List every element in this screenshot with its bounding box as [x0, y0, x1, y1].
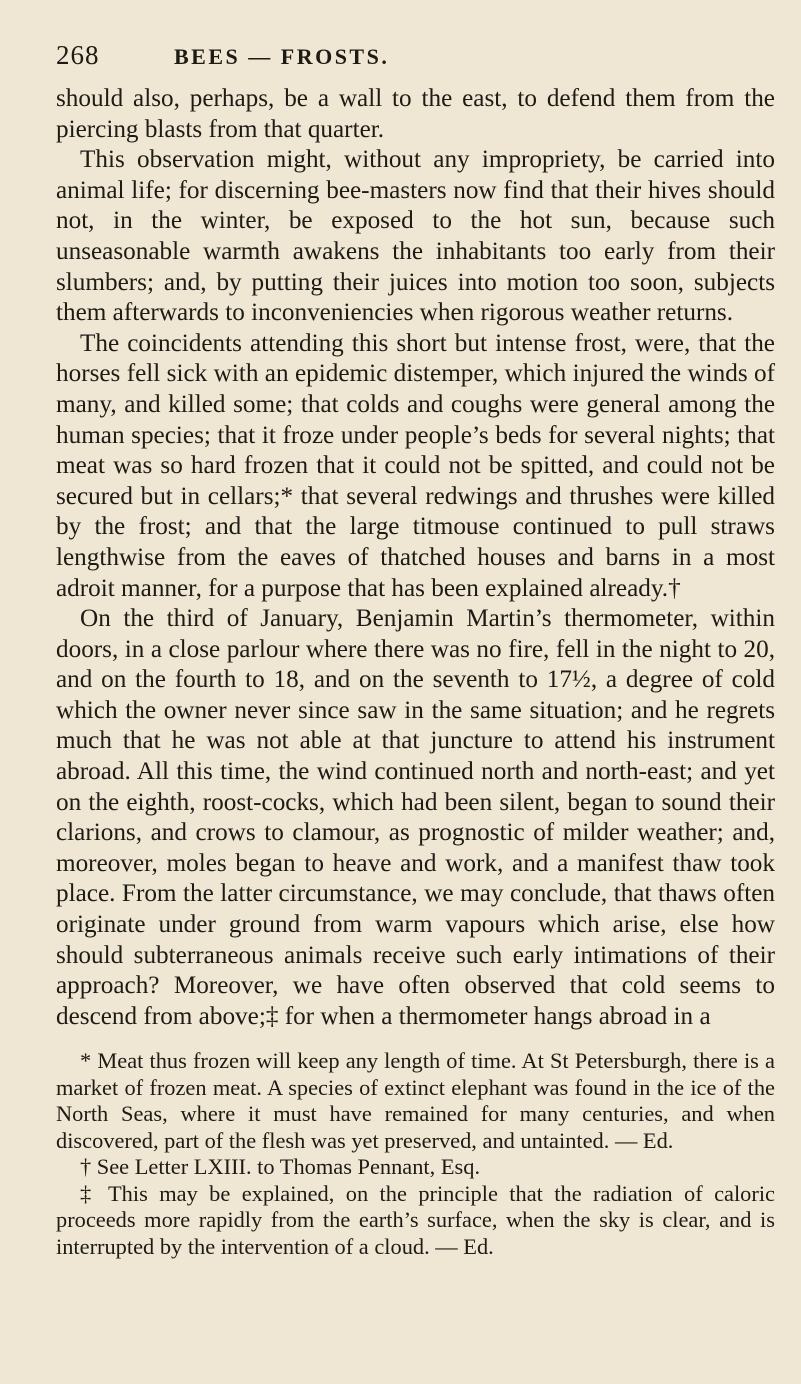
- paragraph-bee-observation: This observation might, without any impropriety, be carried into animal life; for discerning bee-masters now find that their hives should not, in the winter, be exposed to the hot sun, because such unseasonable warmth awakens the inhabitants too early from their slumbers; and, by putting their juices into motion too soon, subjects them afterwards to inconveniencies when rigorous weather returns.: [56, 146, 775, 327]
- page-number: 268: [56, 40, 100, 70]
- page-header: [56, 40, 775, 78]
- running-head: BEES — FROSTS.: [174, 44, 390, 69]
- body-text: [56, 84, 775, 1032]
- paragraph-frost-coincidents: The coincidents attending this short but intense frost, were, that the horses fell sick with an epidemic distemper, which injured the winds of many, and killed some; that colds and coughs were general among the human species; that it froze under people’s beds for several nights; that meat was so hard frozen that it could not be spitted, and could not be secured but in cellars;* that several redwings and thrushes were killed by the frost; and that the large titmouse continued to pull straws lengthwise from the eaves of thatched houses and barns in a most adroit manner, for a purpose that has been explained already.†: [56, 329, 775, 602]
- footnote-caloric: ‡ This may be explained, on the principle that the radiation of caloric proceeds more rapidly from the earth’s surface, when the sky is clear, and is interrupted by the intervention of a cloud. — Ed.: [56, 1180, 775, 1259]
- paragraph-thermometer: On the third of January, Benjamin Martin’s thermometer, within doors, in a close parlour where there was no fire, fell in the night to 20, and on the fourth to 18, and on the seventh to 17½, a degree of cold which the owner never since saw in the same situation; and he regrets much that he was not able at that juncture to attend his instrument abroad. All this time, the wind continued north and north-east; and yet on the eighth, roost-cocks, which had been silent, began to sound their clarions, and crows to clamour, as prognostic of milder weather; and, moreover, moles began to heave and work, and a manifest thaw took place. From the latter circumstance, we may conclude, that thaws often originate under ground from warm vapours which arise, else how should subterraneous animals receive such early intimations of their approach? Moreover, we have often observed that cold seems to descend from above;‡ for when a thermometer hangs abroad in a: [56, 605, 775, 1030]
- footnote-letter-reference: † See Letter LXIII. to Thomas Pennant, Esq.: [80, 1154, 481, 1180]
- paragraph-continuation: should also, perhaps, be a wall to the east, to defend them from the piercing blasts from that quarter.: [56, 85, 775, 143]
- footnote-frozen-meat: * Meat thus frozen will keep any length of time. At St Petersburgh, there is a market of frozen meat. A species of extinct elephant was found in the ice of the North Seas, where it must have remained for many centuries, and when discovered, part of the flesh was yet preserved, and untainted. — Ed.: [56, 1048, 775, 1153]
- footnotes: [56, 1048, 775, 1260]
